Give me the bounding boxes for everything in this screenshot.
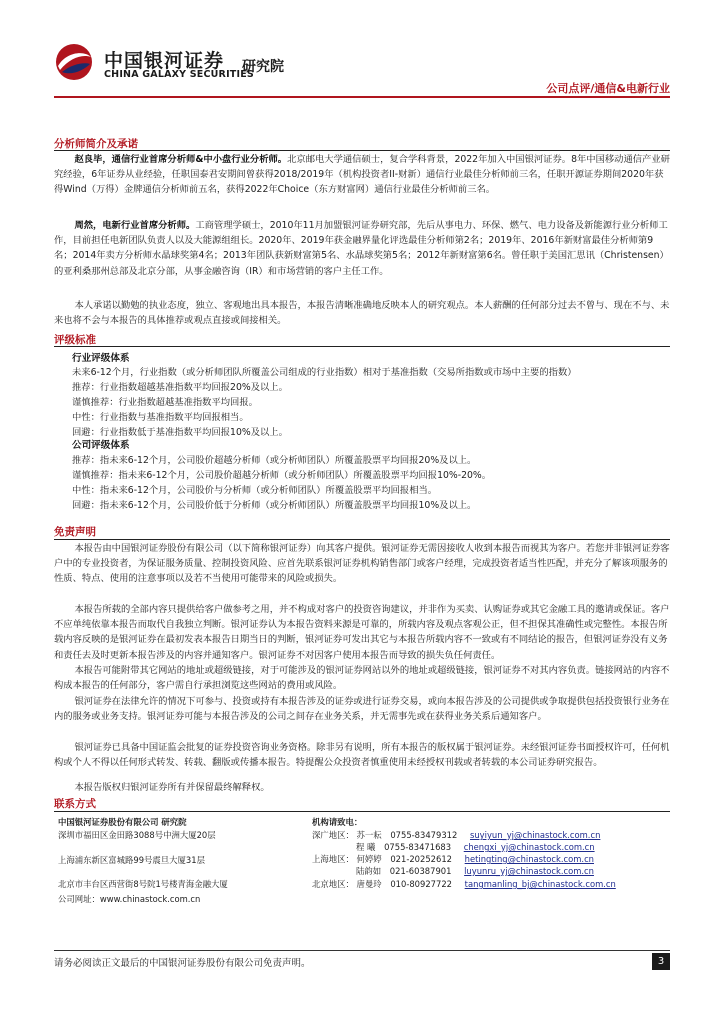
- company-rating-line: 回避：指未来6-12个月，公司股价低于分析师（或分析师团队）所覆盖股票平均回报10%及以上。: [72, 500, 477, 511]
- contact-phone: 010-80927722: [390, 879, 452, 889]
- contact-name: 何婷婷: [356, 854, 382, 864]
- contact-email-link[interactable]: hetingting@chinastock.com.cn: [464, 854, 594, 864]
- contact-row: [356, 841, 595, 853]
- contact-address-shanghai: 上海浦东新区富城路99号震旦大厦31层: [58, 855, 205, 865]
- contact-section-title: 联系方式: [54, 798, 96, 810]
- disclaimer-paragraph: 本报告可能附带其它网站的地址或超级链接，对于可能涉及的银河证券网站以外的地址或超级链接，银河证券不对其内容负责。链接网站的内容不构成本报告的任何部分，客户需自行承担浏览这些网站的费用或风险。: [54, 665, 670, 692]
- contact-region: 深广地区：: [312, 830, 354, 840]
- contact-email-link[interactable]: luyunru_yj@chinastock.com.cn: [464, 866, 594, 876]
- contact-website[interactable]: 公司网址：www.chinastock.com.cn: [58, 894, 201, 904]
- contact-phone: 0755-83479312: [390, 830, 458, 840]
- analyst-commitment: 本人承诺以勤勉的执业态度，独立、客观地出具本报告，本报告清晰准确地反映本人的研究观点。本人薪酬的任何部分过去不曾与、现在不与、未来也将不会与本报告的具体推荐或观点直接或间接相关。: [54, 300, 670, 327]
- contact-email-link[interactable]: chengxi_yj@chinastock.com.cn: [463, 842, 595, 852]
- analyst-bio-text: 北京邮电大学通信硕士，复合学科背景，2022年加入中国银河证券。8年中国移动通信产业研究经验，6年证券从业经验，任职国泰君安期间曾获得2018/2019年（机构投资者II-财新）通信行业最佳分析师前三名，任职开源证券期间2020年获得Wind（万得）金牌通信分析师前五名，获得2022年Choice（东方财富网）通信行业最佳分析师前三名。: [54, 154, 670, 196]
- section-divider: [54, 539, 670, 540]
- contact-name: 苏一耘: [356, 830, 382, 840]
- contact-company: 中国银河证券股份有限公司 研究院: [58, 817, 187, 827]
- industry-rating-line: 推荐：行业指数超越基准指数平均回报20%及以上。: [72, 382, 288, 393]
- contact-phone: 021-20252612: [390, 854, 452, 864]
- analyst-name-zhao: 赵良毕，通信行业首席分析师&中小盘行业分析师。: [74, 154, 288, 165]
- disclaimer-paragraph: 本报告版权归银河证券所有并保留最终解释权。: [74, 782, 270, 793]
- industry-rating-line: 谨慎推荐：行业指数超越基准指数平均回报。: [72, 397, 258, 408]
- industry-rating-line: 中性：行业指数与基准指数平均回报相当。: [72, 412, 249, 423]
- disclaimer-paragraph: 本报告由中国银河证券股份有限公司（以下简称银河证券）向其客户提供。银河证券无需因接收人收到本报告而视其为客户。若您并非银河证券客户中的专业投资者，为保证服务质量、控制投资风险、应首先联系银河证券机构销售部门或客户经理，完成投资者适当性匹配，并充分了解该项服务的性质、特点、使用的注意事项以及若不当使用可能带来的风险或损失。: [54, 543, 670, 585]
- header-divider: [54, 96, 670, 98]
- contact-address-shenzhen: 深圳市福田区金田路3088号中洲大厦20层: [58, 830, 216, 840]
- page-number: 3: [652, 953, 670, 970]
- contact-row: [312, 878, 616, 890]
- contact-email-link[interactable]: suyiyun_yj@chinastock.com.cn: [469, 830, 601, 840]
- analyst-bio-zhou: [54, 218, 670, 279]
- institute-label: 研究院: [242, 59, 284, 75]
- analyst-bio-text: 工商管理学硕士，2010年11月加盟银河证券研究部，先后从事电力、环保、燃气、电力设备及新能源行业分析师工作，目前担任电新团队负责人以及大能源组组长。2020年、2019年获金融界量化评选最佳分析师第2名；2019年、2016年新财富最佳分析师第9名；2014年卖方分析师水晶球奖第4名；2013年团队获新财富第5名、水晶球奖第5名；2012年新财富第6名。曾任职于美国汇思讯（Christensen）的亚利桑那州总部及北京分部，从事金融咨询（IR）和市场营销的客户主任工作。: [54, 220, 669, 277]
- company-rating-line: 谨慎推荐：指未来6-12个月，公司股价超越分析师（或分析师团队）所覆盖股票平均回报10%-20%。: [72, 470, 492, 481]
- section-divider: [54, 150, 670, 151]
- contact-row: [356, 865, 594, 877]
- galaxy-logo-icon: [54, 42, 94, 82]
- analyst-bio-zhao: [54, 152, 670, 198]
- contact-region: 上海地区：: [312, 854, 354, 864]
- logo-english-name: CHINA GALAXY SECURITIES: [104, 69, 254, 80]
- section-divider: [54, 811, 670, 812]
- industry-rating-intro: 未来6-12个月，行业指数（或分析师团队所覆盖公司组成的行业指数）相对于基准指数（交易所指数或市场中主要的指数）: [72, 367, 577, 378]
- disclaimer-paragraph: 本报告所载的全部内容只提供给客户做参考之用，并不构成对客户的投资咨询建议，并非作为买卖、认购证券或其它金融工具的邀请或保证。客户不应单纯依靠本报告而取代自我独立判断。银河证券认为本报告资料来源是可靠的，所载内容及观点客观公正，但不担保其准确性或完整性。本报告所载内容反映的是银河证券在最初发表本报告日期当日的判断，银河证券可发出其它与本报告所载内容不一致或有不同结论的报告，但银河证券没有义务和责任去及时更新本报告涉及的内容并通知客户。银河证券不对因客户使用本报告而导致的损失负任何责任。: [54, 604, 670, 661]
- contact-row: [312, 853, 594, 865]
- disclaimer-paragraph: 银河证券在法律允许的情况下可参与、投资或持有本报告涉及的证券或进行证券交易，或向本报告涉及的公司提供或争取提供包括投资银行业务在内的服务或业务支持。银河证券可能与本报告涉及的公司之间存在业务关系，并无需事先或在获得业务关系后通知客户。: [54, 696, 670, 723]
- contact-name: 陆韵如: [356, 866, 382, 876]
- institution-contact-title: 机构请致电：: [312, 817, 363, 827]
- contact-phone: 0755-83471683: [384, 842, 452, 852]
- contact-region: 北京地区：: [312, 879, 354, 889]
- disclaimer-paragraph: 银河证券已具备中国证监会批复的证券投资咨询业务资格。除非另有说明，所有本报告的版权属于银河证券。未经银河证券书面授权许可，任何机构或个人不得以任何形式转发、转载、翻版或传播本报告。特提醒公众投资者慎重使用未经授权刊载或者转载的本公司证券研究报告。: [54, 742, 670, 769]
- disclaimer-section-title: 免责声明: [54, 526, 96, 538]
- company-rating-line: 推荐：指未来6-12个月，公司股价超越分析师（或分析师团队）所覆盖股票平均回报20%及以上。: [72, 455, 477, 466]
- analyst-section-title: 分析师简介及承诺: [54, 138, 138, 150]
- industry-rating-title: 行业评级体系: [72, 353, 130, 364]
- footer-disclaimer-note: 请务必阅读正文最后的中国银河证券股份有限公司免责声明。: [54, 958, 311, 969]
- contact-name: 程 曦: [356, 842, 376, 852]
- report-category: 公司点评/通信&电新行业: [546, 82, 670, 95]
- contact-phone: 021-60387901: [389, 866, 452, 876]
- contact-address-beijing: 北京市丰台区西营街8号院1号楼青海金融大厦: [58, 879, 228, 889]
- industry-rating-line: 回避：行业指数低于基准指数平均回报10%及以上。: [72, 427, 288, 438]
- company-rating-line: 中性：指未来6-12个月，公司股价与分析师（或分析师团队）所覆盖股票平均回报相当。: [72, 485, 438, 496]
- section-divider: [54, 346, 670, 347]
- rating-section-title: 评级标准: [54, 334, 96, 346]
- contact-name: 唐曼玲: [356, 879, 382, 889]
- contact-row: [312, 829, 600, 841]
- logo-chinese-name: 中国银河证券: [104, 50, 225, 72]
- footer-divider: [54, 950, 670, 951]
- contact-email-link[interactable]: tangmanling_bj@chinastock.com.cn: [464, 879, 616, 889]
- company-rating-title: 公司评级体系: [72, 440, 130, 451]
- analyst-name-zhou: 周然，电新行业首席分析师。: [74, 220, 196, 231]
